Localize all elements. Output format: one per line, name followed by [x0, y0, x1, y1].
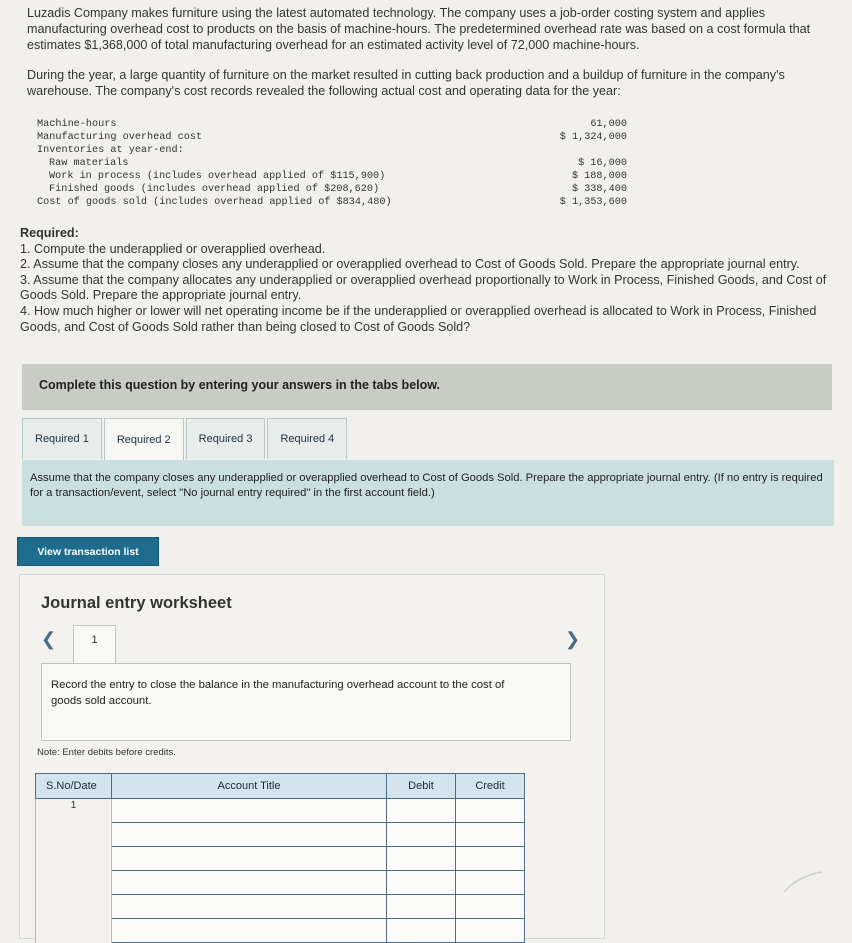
debit-input[interactable]: [387, 895, 456, 919]
row-sno: 1: [36, 799, 112, 823]
table-row: [36, 871, 525, 895]
debit-input[interactable]: [387, 919, 456, 943]
journal-table: [35, 773, 525, 943]
data-value: $ 1,353,600: [559, 197, 627, 208]
tab-required-4[interactable]: Required 4: [267, 418, 347, 459]
cost-data-table: [37, 118, 627, 209]
problem-intro: [27, 5, 827, 113]
requirement-tabs: [22, 418, 349, 460]
chevron-left-icon[interactable]: ❮: [41, 629, 57, 649]
table-row: [36, 799, 525, 823]
journal-entry-worksheet: [19, 574, 605, 939]
required-item-4: 4. How much higher or lower will net operating income be if the underapplied or overapplied overhead is allocated to Work in Process, Finished Goods, and Cost of Goods Sold rather than being closed to Cost of Goods Sold?: [20, 303, 817, 334]
credit-input[interactable]: [456, 847, 525, 871]
data-row: [37, 183, 627, 196]
tab-required-3[interactable]: Required 3: [186, 418, 266, 459]
debit-input[interactable]: [387, 871, 456, 895]
required-section: [20, 226, 845, 335]
credit-input[interactable]: [456, 895, 525, 919]
col-credit: Credit: [456, 774, 525, 799]
data-row: [37, 118, 627, 131]
data-value: $ 1,324,000: [559, 132, 627, 143]
row-sno: [36, 847, 112, 871]
data-value: $ 16,000: [578, 158, 627, 169]
account-title-input[interactable]: [112, 895, 387, 919]
data-value: 61,000: [590, 119, 627, 130]
table-row: [36, 847, 525, 871]
col-account-title: Account Title: [112, 774, 387, 799]
view-transaction-list-button[interactable]: View transaction list: [17, 537, 159, 566]
data-row: [37, 131, 627, 144]
pen-mark-icon: [780, 868, 830, 898]
data-label: Cost of goods sold (includes overhead applied of $834,480): [37, 197, 392, 208]
tab-instruction-box: [22, 460, 834, 526]
debit-input[interactable]: [387, 847, 456, 871]
intro-paragraph-1: Luzadis Company makes furniture using the latest automated technology. The company uses a job-order costing system and applies manufacturing overhead cost to products on the basis of machine-hours. The predetermined overhead rate was based on a cost formula that estimates $1,368,000 of total manufacturing overhead for an estimated activity level of 72,000 machine-hours.: [27, 6, 811, 52]
data-row: [37, 157, 627, 170]
entry-description: Record the entry to close the balance in the manufacturing overhead account to the cost of goods sold account.: [51, 679, 505, 707]
debit-input[interactable]: [387, 799, 456, 823]
account-title-input[interactable]: [112, 799, 387, 823]
account-title-input[interactable]: [112, 847, 387, 871]
required-item-1: 1. Compute the underapplied or overapplied overhead.: [20, 241, 326, 256]
account-title-input[interactable]: [112, 919, 387, 943]
data-label: Raw materials: [49, 158, 129, 169]
account-title-input[interactable]: [112, 871, 387, 895]
col-debit: Debit: [387, 774, 456, 799]
data-label: Machine-hours: [37, 119, 117, 130]
worksheet-title: Journal entry worksheet: [41, 594, 232, 612]
data-row: [37, 196, 627, 209]
col-sno-date: S.No/Date: [36, 774, 112, 799]
banner-text: Complete this question by entering your answers in the tabs below.: [39, 378, 440, 392]
row-sno: [36, 919, 112, 943]
worksheet-page-tab[interactable]: 1: [73, 625, 116, 663]
instructions-banner: [22, 364, 832, 410]
data-label: Manufacturing overhead cost: [37, 132, 203, 143]
intro-paragraph-2: During the year, a large quantity of furniture on the market resulted in cutting back production and a buildup of furniture in the company's warehouse. The company's cost records revealed the following actual cost and operating data for the year:: [27, 68, 785, 98]
tab-instruction-text: Assume that the company closes any underapplied or overapplied overhead to Cost of Goods Sold. Prepare the appropriate journal entry. (If no entry is required for a transaction/event, select "No journal entry required" in the first account field.): [30, 472, 823, 499]
entry-description-box: [41, 663, 571, 741]
row-sno: [36, 871, 112, 895]
table-row: [36, 823, 525, 847]
row-sno: [36, 895, 112, 919]
row-sno: [36, 823, 112, 847]
data-label: Inventories at year-end:: [37, 145, 184, 156]
data-value: $ 338,400: [571, 184, 627, 195]
debits-note: Note: Enter debits before credits.: [37, 747, 176, 758]
required-item-2: 2. Assume that the company closes any underapplied or overapplied overhead to Cost of Goods Sold. Prepare the appropriate journal entry.: [20, 257, 800, 272]
tab-required-2[interactable]: Required 2: [104, 418, 184, 461]
chevron-right-icon[interactable]: ❯: [565, 629, 581, 649]
credit-input[interactable]: [456, 823, 525, 847]
table-row: [36, 895, 525, 919]
data-row: [37, 170, 627, 183]
data-label: Work in process (includes overhead applied of $115,900): [49, 171, 386, 182]
account-title-input[interactable]: [112, 823, 387, 847]
data-value: $ 188,000: [571, 171, 627, 182]
credit-input[interactable]: [456, 919, 525, 943]
data-label: Finished goods (includes overhead applied of $208,620): [49, 184, 380, 195]
credit-input[interactable]: [456, 799, 525, 823]
required-heading: Required:: [20, 226, 79, 240]
data-row: [37, 144, 627, 157]
required-item-3: 3. Assume that the company allocates any underapplied or overapplied overhead proportionally to Work in Process, Finished Goods, and Cost of Goods Sold. Prepare the appropriate journal entry.: [20, 272, 827, 303]
debit-input[interactable]: [387, 823, 456, 847]
tab-required-1[interactable]: Required 1: [22, 418, 102, 459]
table-row: [36, 919, 525, 943]
credit-input[interactable]: [456, 871, 525, 895]
